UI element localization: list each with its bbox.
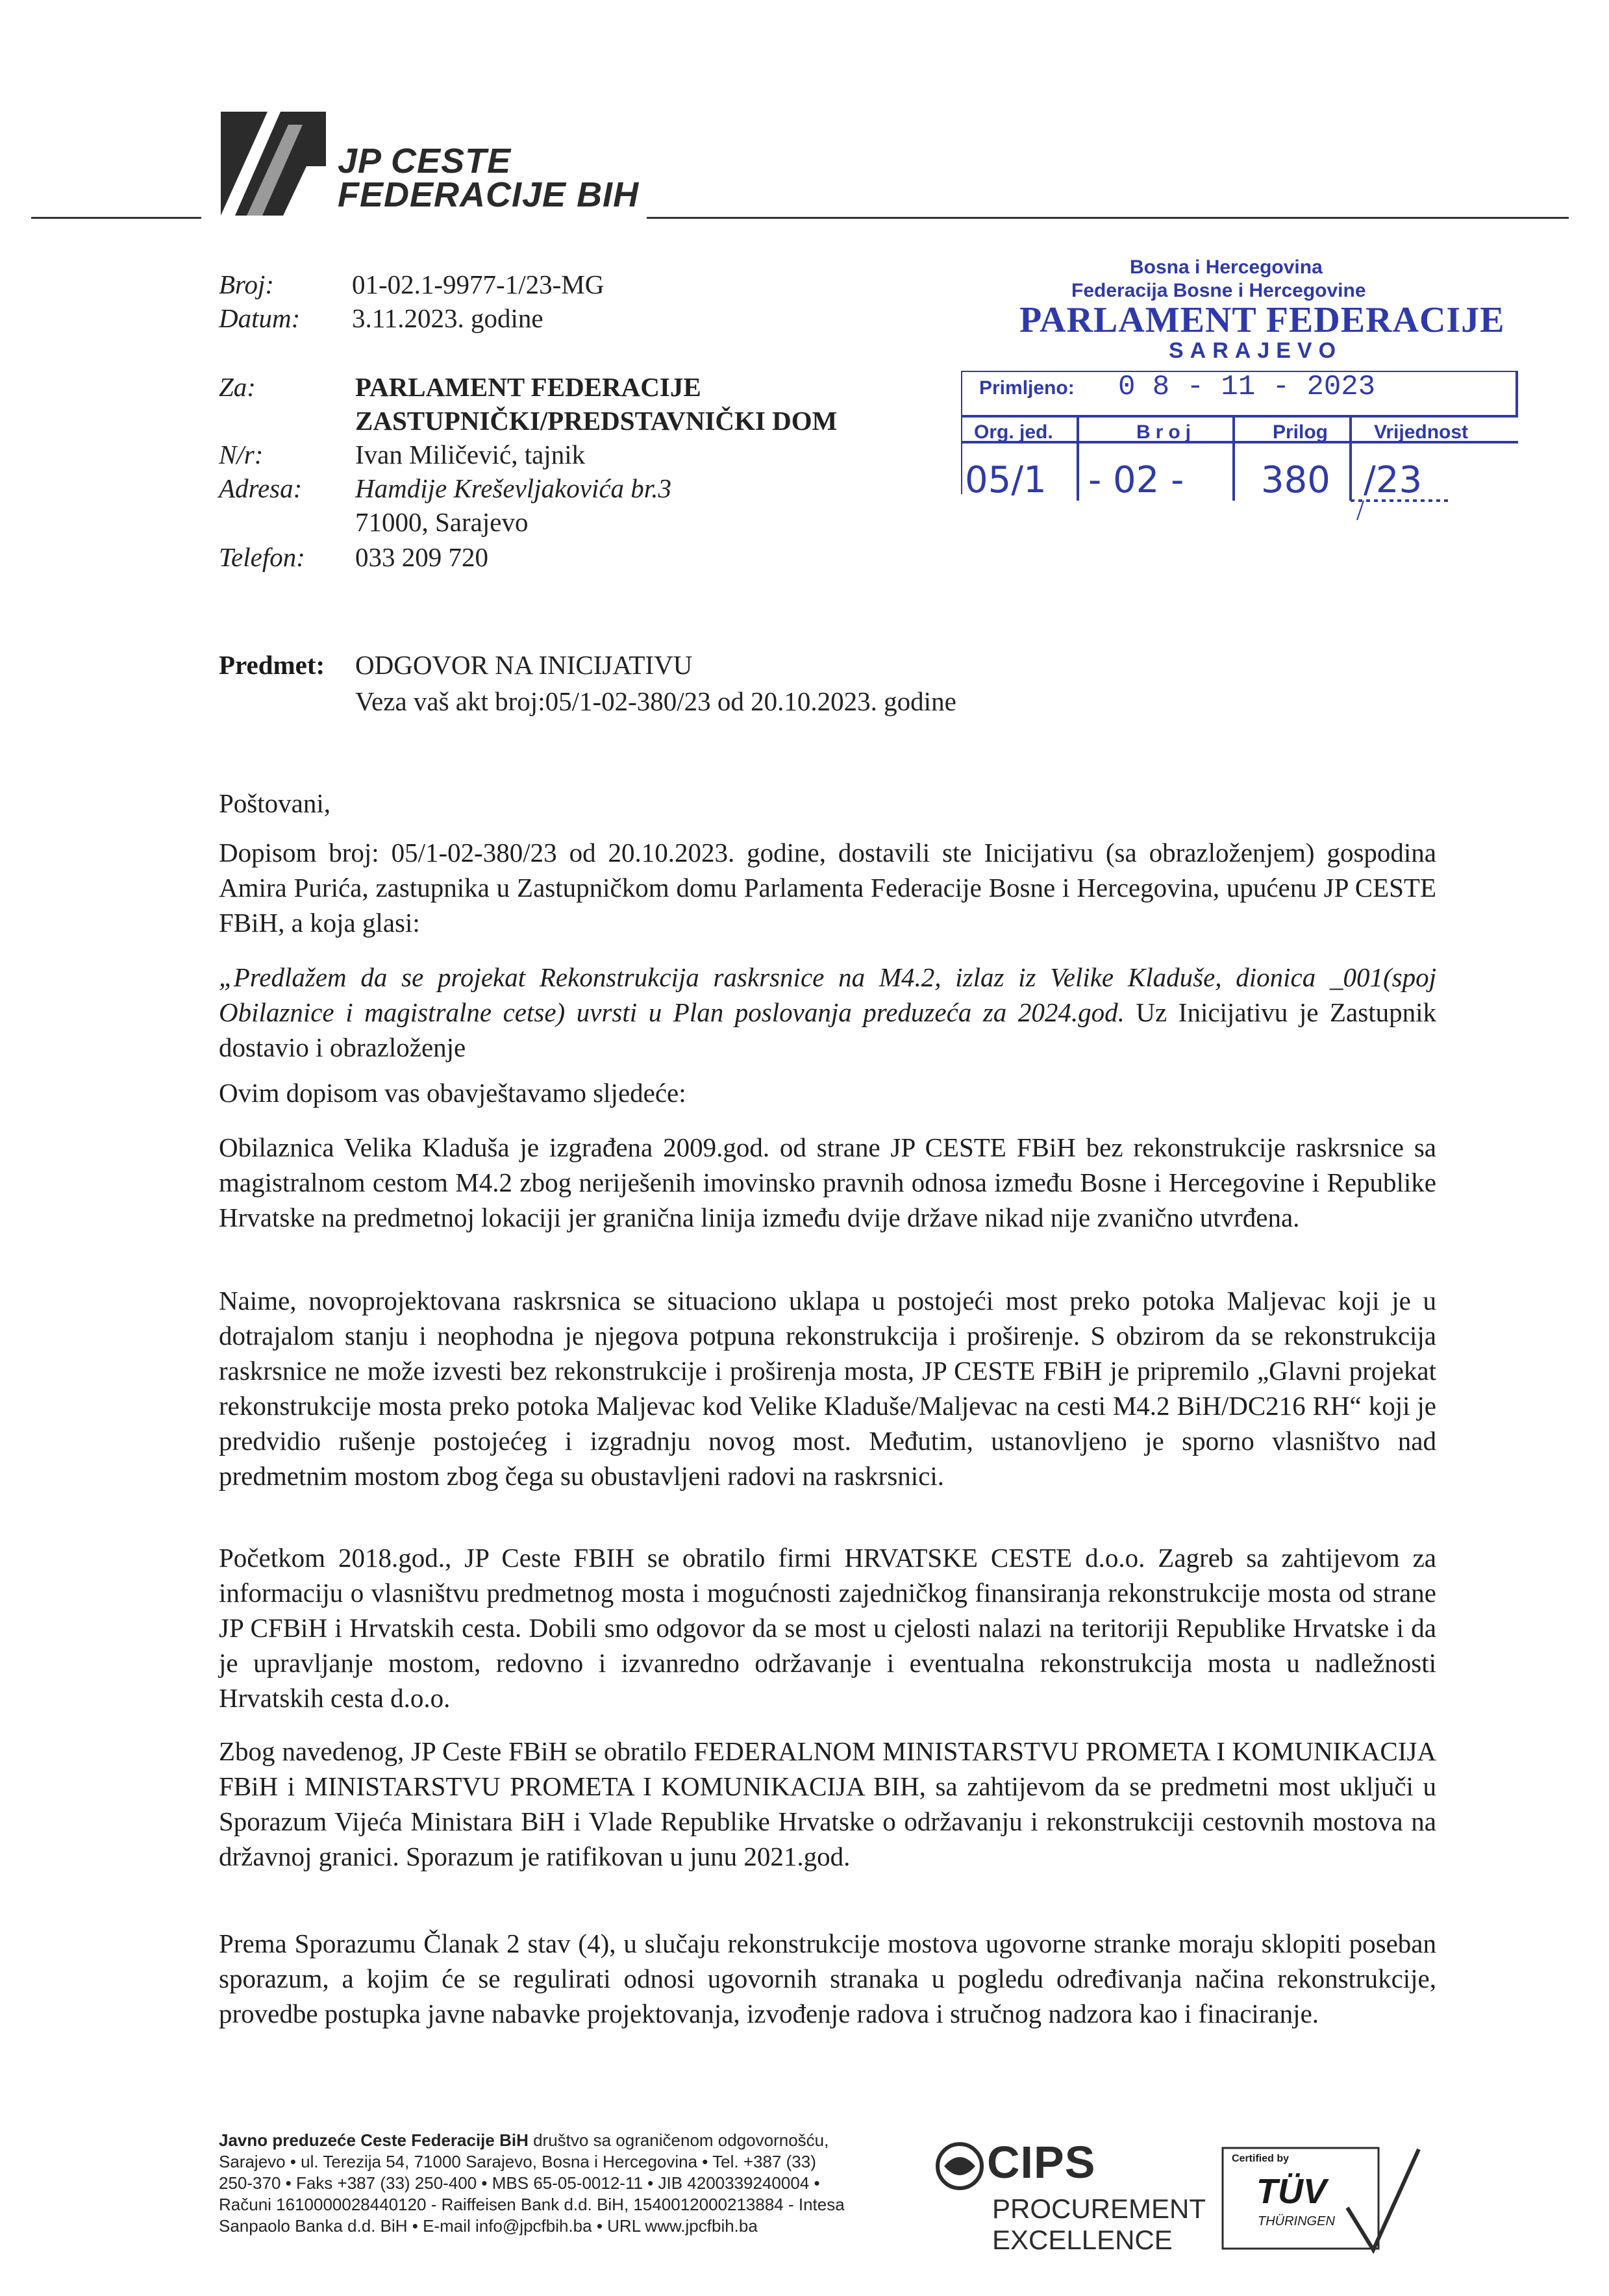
stamp-city: SARAJEVO [1169,338,1343,363]
footer-line3: 250-370 • Faks +387 (33) 250-400 • MBS 65-05-0012-11 • JIB 4200339240004 • [219,2173,820,2193]
stamp-hw-org: 05/1 [965,459,1047,501]
cips-brand: CIPS [987,2137,1096,2188]
recipient-line2: ZASTUPNIČKI/PREDSTAVNIČKI DOM [355,406,838,436]
header-rule-right [647,217,1569,219]
salutation: Poštovani, [219,788,331,818]
telefon-value: 033 209 720 [355,542,488,572]
adresa-line1: Hamdije Kreševljakovića br.3 [355,473,671,503]
paragraph-1: Dopisom broj: 05/1-02-380/23 od 20.10.2023. godine, dostavili ste Inicijativu (sa obrazloženjem) gospodina Amira Purića, zastupnika u Zastupničkom domu Parlamenta Federacije Bosne i Hercegovina, upućenu JP CESTE FBiH, a koja glasi: [219,838,1436,938]
cips-line2: EXCELLENCE [992,2225,1173,2255]
paragraph-2-rest: Uz Inicijativu je Zastupnik dostavio i obrazloženje [219,997,1436,1062]
paragraph-3: Ovim dopisom vas obavještavamo sljedeće: [219,1078,686,1108]
stamp-country: Bosna i Hercegovina [1130,256,1323,278]
header-rule-left [31,217,201,219]
initiative-quote: „Predlažem da se projekat Rekonstrukcija raskrsnice na M4.2, izlaz iz Velike Kladuše, dionica _001(spoj Obilaznice i magistralne cetse) uvrsti u Plan poslovanja preduzeća za 2024.god. [219,962,1436,1027]
adresa-label: Adresa: [219,473,303,503]
company-name-line2: FEDERACIJE BIH [338,175,640,214]
footer-line2: Sarajevo • ul. Terezija 54, 71000 Sarajevo, Bosna i Hercegovina • Tel. +387 (33) [219,2152,816,2171]
logo-road-icon [221,112,326,216]
tuv-brand: TÜV [1256,2172,1327,2211]
company-name-line1: JP CESTE [338,142,512,181]
stamp-col-prilog: Prilog [1273,421,1328,443]
datum-label: Datum: [219,303,301,333]
broj-label: Broj: [219,269,275,299]
footer-line1 [219,2130,917,2151]
reception-stamp [948,256,1519,542]
nr-value: Ivan Miličević, tajnik [355,440,586,469]
stamp-hw-prilog: 380 [1261,459,1330,501]
stamp-col-broj: Broj [1136,421,1196,443]
tuv-certified-label: Certified by [1232,2153,1290,2164]
za-label: Za: [219,372,256,402]
footer-company-type: društvo sa ograničenom odgovornošću, [528,2130,829,2150]
cips-line1: PROCUREMENT [992,2193,1206,2224]
broj-value: 01-02.1-9977-1/23-MG [352,269,605,299]
paragraph-6: Početkom 2018.god., JP Ceste FBIH se obratilo firmi HRVATSKE CESTE d.o.o. Zagreb sa zahtijevom za informaciju o vlasništvu predmetnog mosta i mogućnosti zajedničkog finansiranja rekonstrukcije mosta od strane JP CFBiH i Hrvatskih cesta. Dobili smo odgovor da se most u cjelosti nalazi na teritoriji Republike Hrvatske i da je upravljanje mostom, redovno i izvanredno održavanje i eventualna rekonstrukcija mosta u nadležnosti Hrvatskih cesta d.o.o. [219,1543,1436,1713]
cips-globe-icon [935,2141,984,2191]
subject-title: ODGOVOR NA INICIJATIVU [355,650,693,680]
footer-company-name: Javno preduzeće Ceste Federacije BiH [219,2130,529,2150]
footer-line4: Računi 1610000028440120 - Raiffeisen Bank d.d. BiH, 1540012000213884 - Intesa [219,2195,845,2214]
cips-logo [935,2136,1208,2260]
telefon-label: Telefon: [219,542,305,572]
footer-line5: Sanpaolo Banka d.d. BiH • E-mail info@jpcfbih.ba • URL www.jpcfbih.ba [219,2216,758,2236]
recipient-line1: PARLAMENT FEDERACIJE [355,372,701,402]
nr-label: N/r: [219,440,264,469]
tuv-certification-badge [1217,2143,1422,2256]
subject-label: Predmet: [219,650,325,680]
stamp-hw-broj: - 02 - [1088,459,1184,501]
company-name [338,144,639,212]
paragraph-8: Prema Sporazumu Članak 2 stav (4), u slučaju rekonstrukcije mostova ugovorne stranke moraju sklopiti poseban sporazum, a kojim će se regulirati odnosi ugovornih stranaka u pogledu određivanja načina rekonstrukcije, provedbe postupka javne nabavke projektovanja, izvođenje radova i stručnog nadzora kao i finaciranje. [219,1928,1436,2028]
stamp-col-vrijednost: Vrijednost [1374,421,1469,443]
adresa-line2: 71000, Sarajevo [355,507,529,537]
tuv-region: THÜRINGEN [1258,2214,1335,2228]
company-logo [221,112,326,216]
footer-company-info [219,2130,917,2237]
stamp-col-org: Org. jed. [974,421,1053,443]
stamp-entity: Federacija Bosne i Hercegovine [1071,280,1366,301]
datum-value: 3.11.2023. godine [352,303,543,333]
paragraph-4: Obilaznica Velika Kladuša je izgrađena 2009.god. od strane JP CESTE FBiH bez rekonstrukcije raskrsnice sa magistralnom cestom M4.2 zbog neriješenih imovinsko pravnih odnosa između Bosne i Hercegovine i Republike Hrvatske na predmetnoj lokaciji jer granična linija između dvije države nikad nije zvanično utvrđena. [219,1132,1436,1232]
stamp-received-date: 0 8 - 11 - 2023 [1118,371,1376,403]
stamp-institution: PARLAMENT FEDERACIJE [1019,300,1505,340]
paragraph-7: Zbog navedenog, JP Ceste FBiH se obratilo FEDERALNOM MINISTARSTVU PROMETA I KOMUNIKACIJA FBiH i MINISTARSTVU PROMETA I KOMUNIKACIJA BIH, sa zahtijevom da se predmetni most uključi u Sporazum Vijeća Ministara BiH i Vlade Republike Hrvatske o održavanju i rekonstrukciji cestovnih mostova na državnoj granici. Sporazum je ratifikovan u junu 2021.god. [219,1736,1436,1871]
subject-reference: Veza vaš akt broj:05/1-02-380/23 od 20.10.2023. godine [355,686,956,716]
paragraph-2 [219,960,1436,1065]
stamp-hw-vrijednost: /23 [1364,459,1423,501]
stamp-received-label: Primljeno: [979,377,1075,399]
paragraph-5: Naime, novoprojektovana raskrsnica se situaciono uklapa u postojeći most preko potoka Maljevac koji je u dotrajalom stanju i neophodna je njegova potpuna rekonstrukcija i proširenje. S obzirom da se rekonstrukcija raskrsnice ne može izvesti bez rekonstrukcije i proširenja mosta, JP CESTE FBiH je pripremilo „Glavni projekat rekonstrukcije mosta preko potoka Maljevac kod Velike Kladuše/Maljevac na cesti M4.2 BiH/DC216 RH“ koji je predvidio rušenje postojećeg i izgradnju novog most. Međutim, ustanovljeno je sporno vlasništvo nad predmetnim mostom zbog čega su obustavljeni radovi na raskrsnici. [219,1286,1436,1491]
